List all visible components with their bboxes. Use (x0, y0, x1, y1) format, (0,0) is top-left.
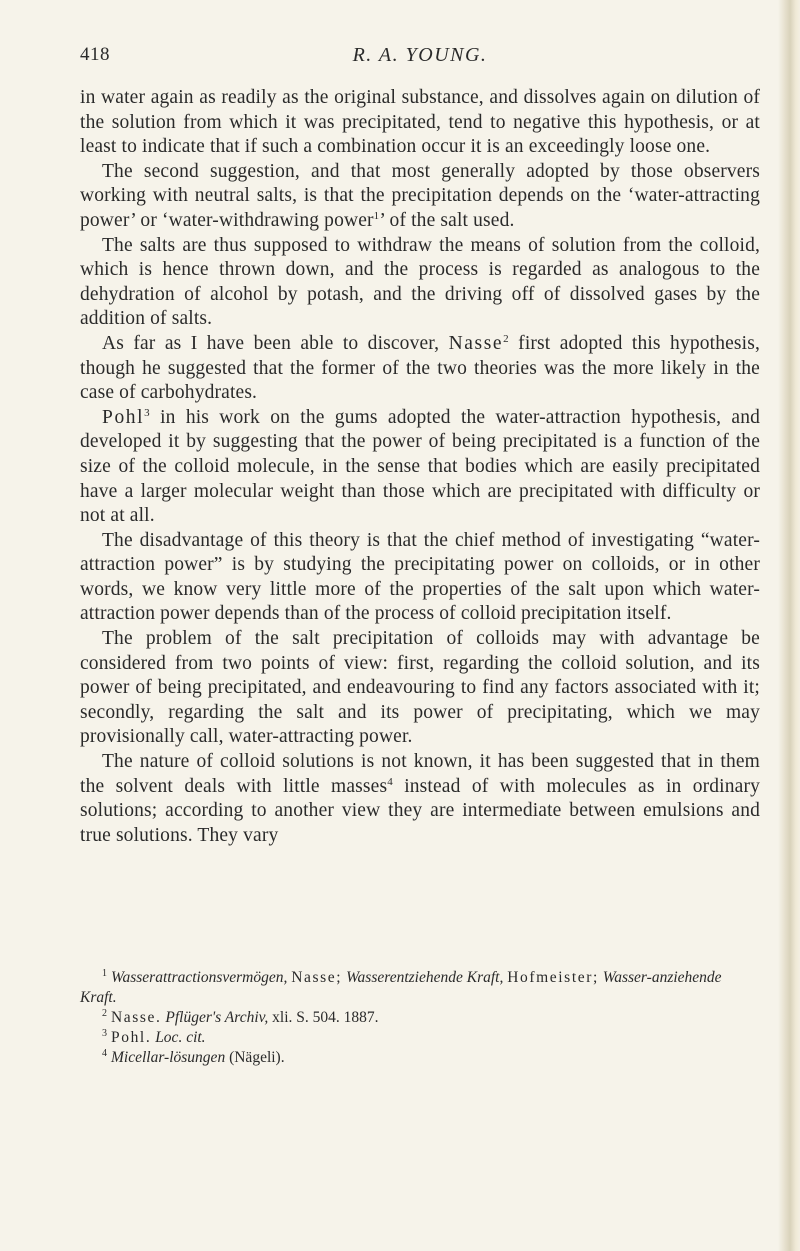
footnote-mark: 3 (102, 1028, 107, 1039)
paragraph: The problem of the salt precipitation of colloids may with advantage be considered from two points of view: first, regarding the colloid solution, and its power of being precipitated, and endeavouring to find any factors associated with it; secondly, regarding the salt and its power of precipitating, which we may provisionally call, water-attracting power. (80, 628, 760, 748)
paragraph: The nature of colloid solutions is not known, it has been suggested that in them the solvent deals with little masses$^4$ instead of with molecules as in ordinary solutions; according to another view they are intermediate between emulsions and true solutions. They vary (80, 751, 761, 846)
footnote: $^3$ Pohl. Loc. cit. (102, 1028, 206, 1046)
footnote-ref: 1 (373, 209, 380, 222)
footnote-mark: 2 (102, 1008, 107, 1019)
footnote: $^2$ Nasse. Pflüger's Archiv, xli. S. 504. 1887. (102, 1008, 379, 1026)
author-name: Pohl (102, 406, 145, 428)
author-name: Nasse (448, 332, 504, 354)
footnote-mark: 1 (102, 968, 107, 979)
body-text (80, 86, 760, 848)
footnote-ref: 2 (503, 332, 509, 345)
paragraph: The disadvantage of this theory is that the chief method of investigating “water-attraction power” is by studying the precipitating power on colloids, or in other words, we know very little more of the properties of the salt upon which water-attraction power depends than of the process of colloid precipitation itself. (80, 529, 760, 625)
footnote-ref: 4 (387, 775, 393, 788)
footnote-mark: 4 (102, 1048, 107, 1059)
paragraph: The salts are thus supposed to withdraw the means of solution from the colloid, which is hence thrown down, and the process is regarded as analogous to the dehydration of alcohol by potash, and the driving off of dissolved gases by the addition of salts. (80, 234, 760, 330)
running-head: R. A. YOUNG. (352, 44, 488, 66)
paragraph: Pohl$^3$ in his work on the gums adopted the water-attraction hypothesis, and developed it by suggesting that the power of being precipitated is a function of the size of the colloid molecule, in the sense that bodies which are easily precipitated have a larger molecular weight than those which are precipitated with difficulty or not at all. (80, 406, 760, 527)
page-number: 418 (80, 44, 110, 65)
paragraph: As far as I have been able to discover, Nasse$^2$ first adopted this hypothesis, though he suggested that the former of the two theories was the more likely in the case of carbohydrates. (80, 332, 760, 404)
page-header (80, 44, 760, 76)
paragraph: The second suggestion, and that most generally adopted by those observers working with neutral salts, is that the precipitation depends on the ‘water-attracting power’ or ‘water-withdrawing power$^1$’ of the salt used. (80, 160, 760, 231)
footnote-ref: 3 (144, 406, 150, 419)
footnote: $^4$ Micellar-lösungen (Nägeli). (102, 1048, 285, 1066)
footnote: $^1$ Wasserattractionsvermögen, Nasse; Wasserentziehende Kraft, Hofmeister; Wasser-anziehende Kraft. (80, 968, 722, 1006)
page-edge-shadow (778, 0, 800, 1251)
footnotes (80, 968, 760, 1068)
paragraph: in water again as readily as the original substance, and dissolves again on dilution of the solution from which it was precipitated, tend to negative this hypothesis, or at least to indicate that if such a combination occur it is an exceedingly loose one. (80, 87, 760, 158)
